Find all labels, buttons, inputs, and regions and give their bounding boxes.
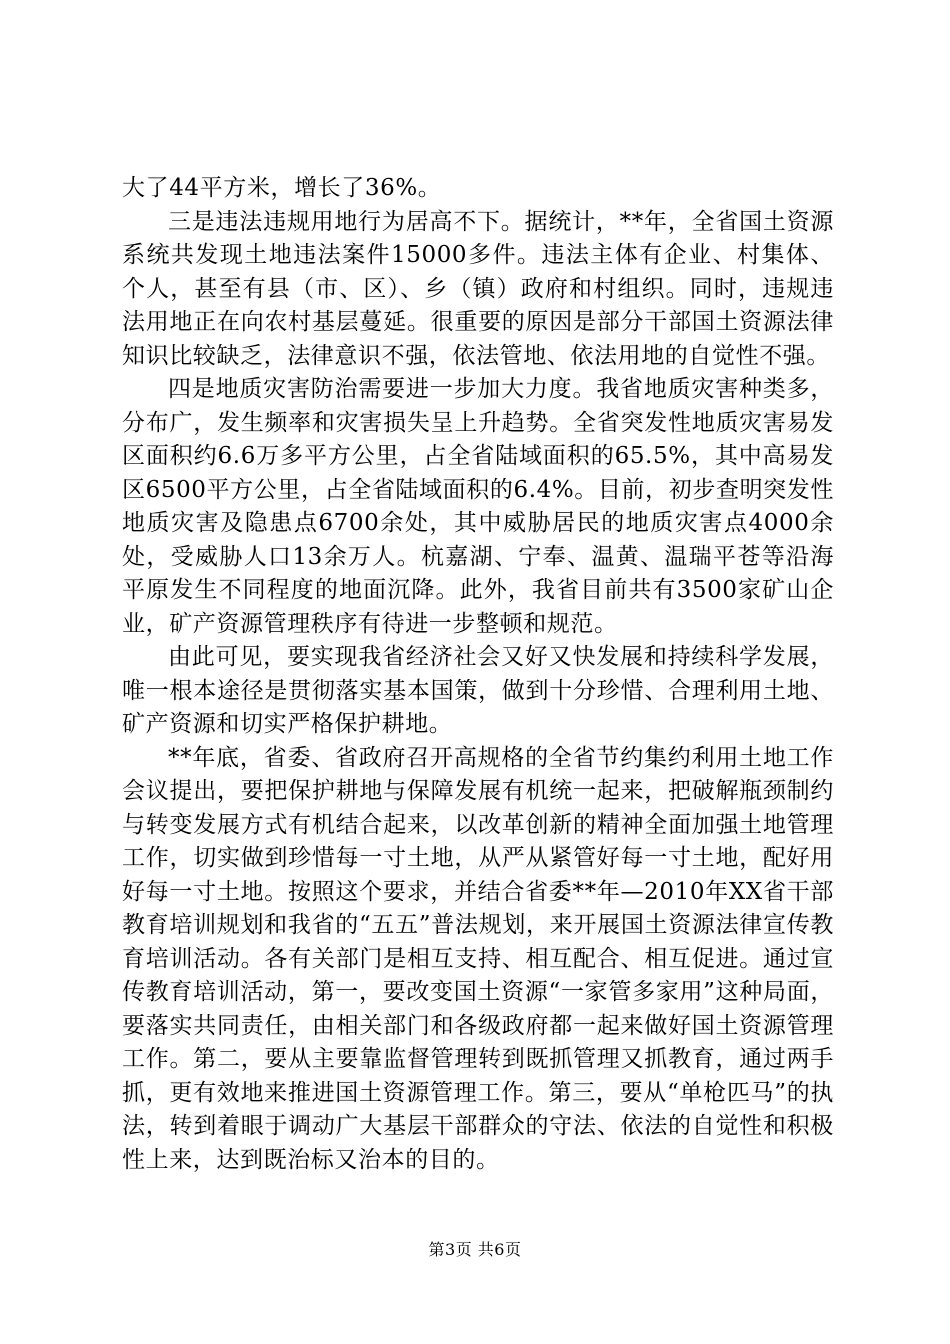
paragraph-geological-hazards: 四是地质灾害防治需要进一步加大力度。我省地质灾害种类多，分布广，发生频率和灾害损失呈上升趋势。全省突发性地质灾害易发区面积约6.6万多平方公里，占全省陆域面积的65.5%，其中高易发区6500平方公里，占全省陆域面积的6.4%。目前，初步查明突发性地质灾害及隐患点6700余处，其中威胁居民的地质灾害点4000余处，受威胁人口13余万人。杭嘉湖、宁奉、温黄、温瑞平苍等沿海平原发生不同程度的地面沉降。此外，我省目前共有3500家矿山企业，矿产资源管理秩序有待进一步整顿和规范。: [122, 376, 834, 637]
page-number-footer: 第3页 共6页: [428, 1240, 522, 1259]
paragraph-continuation: 大了44平方米，增长了36%。: [122, 175, 442, 201]
paragraph-land-conference: **年底，省委、省政府召开高规格的全省节约集约利用土地工作会议提出，要把保护耕地与保障发展有机统一起来，把破解瓶颈制约与转变发展方式有机结合起来，以改革创新的精神全面加强土地管理工作，切实做到珍惜每一寸土地，从严从紧管好每一寸土地，配好用好每一寸土地。按照这个要求，并结合省委**年—2010年XX省干部教育培训规划和我省的“五五”普法规划，来开展国土资源法律宣传教育培训活动。各有关部门是相互支持、相互配合、相互促进。通过宣传教育培训活动，第一，要改变国土资源“一家管多家用”这种局面，要落实共同责任，由相关部门和各级政府都一起来做好国土资源管理工作。第二，要从主要靠监督管理转到既抓管理又抓教育，通过两手抓，更有效地来推进国土资源管理工作。第三，要从“单枪匹马”的执法，转到着眼于调动广大基层干部群众的守法、依法的自觉性和积极性上来，达到既治标又治本的目的。: [122, 744, 834, 1173]
document-body: [122, 172, 834, 1177]
paragraph-illegal-land-use: 三是违法违规用地行为居高不下。据统计，**年，全省国土资源系统共发现土地违法案件15000多件。违法主体有企业、村集体、个人，甚至有县（市、区）、乡（镇）政府和村组织。同时，违规违法用地正在向农村基层蔓延。很重要的原因是部分干部国土资源法律知识比较缺乏，法律意识不强，依法管地、依法用地的自觉性不强。: [122, 208, 834, 369]
paragraph-conclusion: 由此可见，要实现我省经济社会又好又快发展和持续科学发展，唯一根本途径是贯彻落实基本国策，做到十分珍惜、合理利用土地、矿产资源和切实严格保护耕地。: [122, 644, 834, 737]
